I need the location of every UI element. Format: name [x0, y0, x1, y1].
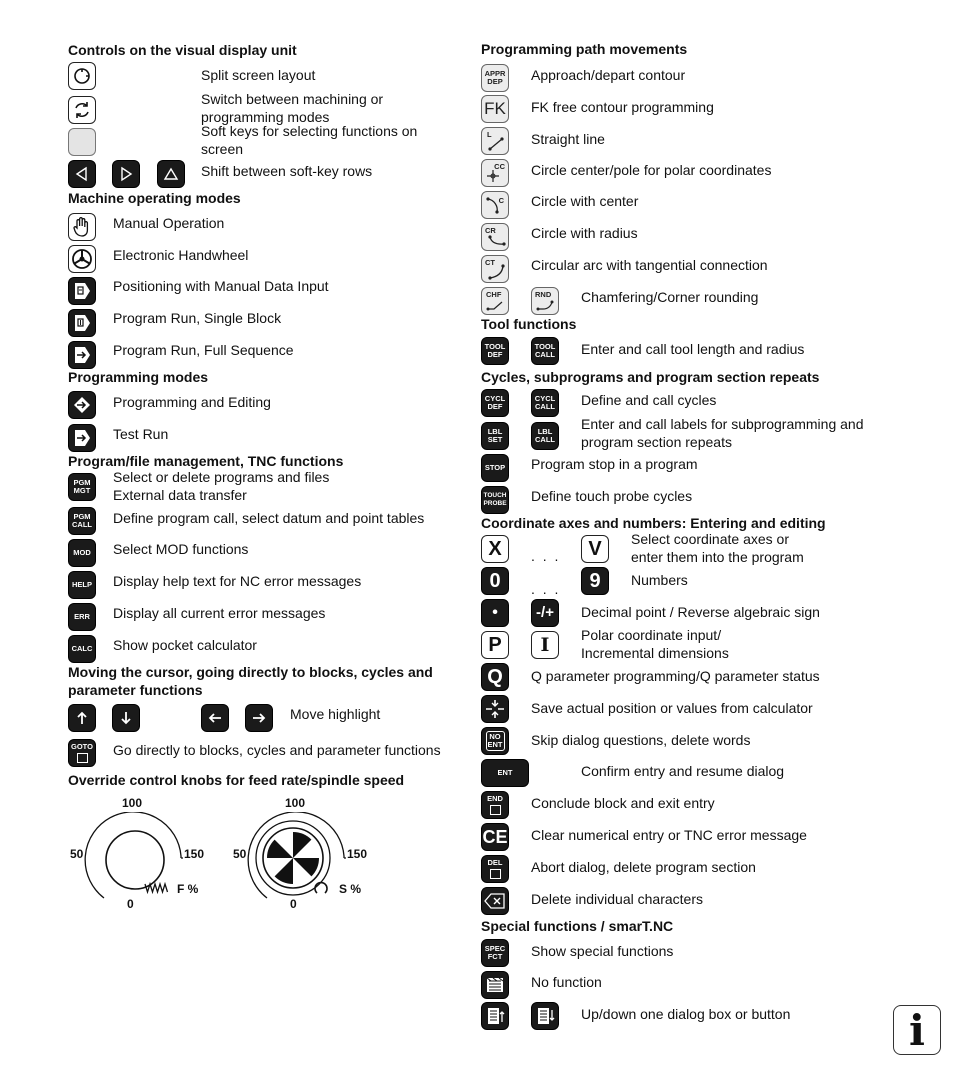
ct-label: Circular arc with tangential connection [531, 257, 768, 273]
line-key[interactable] [481, 127, 509, 155]
end-key-label: END [487, 794, 503, 803]
no-function-key[interactable] [481, 971, 509, 999]
ce-key[interactable]: CE [481, 823, 509, 851]
test-run-key[interactable] [68, 424, 96, 452]
switch-mode-icon [72, 100, 92, 120]
ct-key[interactable] [481, 255, 509, 283]
softkey-row-right-key[interactable] [112, 160, 140, 188]
line-icon [488, 137, 504, 151]
feed-dial-left: 50 [70, 847, 84, 861]
heading-cycles: Cycles, subprograms and program section repeats [481, 369, 820, 385]
lbl-call-key[interactable]: LBL CALL [531, 422, 559, 450]
del-key-label: DEL [487, 858, 503, 867]
programming-editing-label: Programming and Editing [113, 394, 271, 410]
calc-key[interactable]: CALC [68, 635, 96, 663]
del-label: Abort dialog, delete program section [531, 859, 756, 875]
spindle-dial-right: 150 [347, 847, 368, 861]
end-label: Conclude block and exit entry [531, 795, 715, 811]
programming-editing-icon [72, 395, 92, 415]
manual-operation-label: Manual Operation [113, 215, 225, 231]
decimal-point-key[interactable]: • [481, 599, 509, 627]
softkey-row-up-key[interactable] [157, 160, 185, 188]
chf-key[interactable] [481, 287, 509, 315]
dialog-down-icon [535, 1006, 555, 1026]
feed-knob[interactable] [106, 831, 164, 889]
single-block-icon [72, 313, 92, 333]
full-sequence-icon [72, 345, 92, 365]
heading-programming-modes: Programming modes [68, 369, 209, 385]
test-run-label: Test Run [113, 426, 169, 442]
lbl-set-key[interactable]: LBL SET [481, 422, 509, 450]
q-parameter-label: Q parameter programming/Q parameter status [531, 668, 820, 684]
spindle-rotation-icon [313, 880, 329, 896]
spindle-dial-top: 100 [285, 796, 306, 810]
no-ent-key[interactable] [481, 727, 509, 755]
manual-operation-key[interactable] [68, 213, 96, 241]
cr-label: Circle with radius [531, 225, 638, 241]
spindle-dial-label: S % [339, 882, 362, 896]
single-block-label: Program Run, Single Block [113, 310, 282, 326]
dialog-down-key[interactable] [531, 1002, 559, 1030]
tool-def-key[interactable]: TOOL DEF [481, 337, 509, 365]
rounding-icon [536, 299, 556, 312]
q-parameter-key[interactable]: Q [481, 663, 509, 691]
del-key[interactable] [481, 855, 509, 883]
goto-key-label: GOTO [71, 742, 93, 751]
appr-dep-label: Approach/depart contour [531, 67, 686, 83]
decimal-sign-label: Decimal point / Reverse algebraic sign [581, 604, 820, 620]
cc-key-label: CC [494, 162, 505, 171]
no-ent-label: Skip dialog questions, delete words [531, 732, 751, 748]
chf-key-label: CHF [486, 290, 502, 299]
line-label: Straight line [531, 131, 605, 147]
radius-arc-icon [488, 235, 506, 247]
split-screen-icon [72, 66, 92, 86]
help-key[interactable]: HELP [68, 571, 96, 599]
no-ent-key-label: NO ENT [487, 732, 503, 749]
cr-key[interactable] [481, 223, 509, 251]
softkey-row-label: Shift between soft-key rows [201, 163, 373, 179]
pgm-mgt-label: Select or delete programs and files External data transfer [113, 469, 330, 503]
tool-call-key[interactable]: TOOL CALL [531, 337, 559, 365]
arrow-up-key[interactable] [68, 704, 96, 732]
full-sequence-key[interactable] [68, 341, 96, 369]
heading-tool-functions: Tool functions [481, 316, 577, 332]
digit-0-key[interactable]: 0 [481, 567, 509, 595]
tool-label: Enter and call tool length and radius [581, 341, 805, 357]
arrow-down-key[interactable] [112, 704, 140, 732]
arrow-down-icon [119, 710, 133, 726]
feed-dial-top: 100 [122, 796, 143, 810]
switch-mode-label: Switch between machining or programming modes [201, 91, 384, 125]
square-icon [490, 805, 501, 815]
axes-ellipsis: . . . [531, 548, 561, 564]
mdi-icon [72, 281, 92, 301]
err-key[interactable]: ERR [68, 603, 96, 631]
cc-key[interactable] [481, 159, 509, 187]
help-label: Display help text for NC error messages [113, 573, 362, 589]
capture-position-icon [485, 699, 505, 719]
pgm-call-key[interactable]: PGM CALL [68, 507, 96, 535]
heading-override: Override control knobs for feed rate/spindle speed [68, 772, 405, 788]
touch-probe-key[interactable]: TOUCH PROBE [481, 486, 509, 514]
arrow-left-icon [207, 711, 223, 725]
softkey-row-left-key[interactable] [68, 160, 96, 188]
actual-position-key[interactable] [481, 695, 509, 723]
polar-incremental-label: Polar coordinate input/ Incremental dimensions [581, 627, 729, 661]
heading-path-movements: Programming path movements [481, 41, 688, 57]
triangle-left-icon [74, 166, 90, 182]
incremental-key[interactable]: I [531, 631, 559, 659]
square-icon [490, 869, 501, 879]
labels-label: Enter and call labels for subprogramming and program section repeats [581, 416, 864, 450]
no-function-label: No function [531, 974, 602, 990]
ent-label: Confirm entry and resume dialog [581, 763, 785, 779]
actual-position-label: Save actual position or values from calculator [531, 700, 813, 716]
chf-rnd-label: Chamfering/Corner rounding [581, 289, 759, 305]
soft-key[interactable] [68, 128, 96, 156]
rnd-key-label: RND [535, 290, 552, 299]
axes-label: Select coordinate axes or enter them into the program [631, 531, 804, 565]
split-screen-label: Split screen layout [201, 67, 316, 83]
triangle-up-icon [163, 166, 179, 182]
spec-fct-label: Show special functions [531, 943, 674, 959]
spindle-dial-bottom: 0 [290, 897, 297, 911]
feed-dial-label: F % [177, 882, 199, 896]
circle-center-key[interactable] [481, 191, 509, 219]
digits-ellipsis: . . . [531, 581, 561, 597]
split-screen-key[interactable] [68, 62, 96, 90]
circle-center-key-label: C [498, 196, 504, 205]
dialog-up-icon [485, 1006, 505, 1026]
heading-coordinate: Coordinate axes and numbers: Entering and editing [481, 515, 826, 531]
mdi-key[interactable] [68, 277, 96, 305]
soft-key-label: Soft keys for selecting functions on screen [201, 123, 418, 157]
full-sequence-label: Program Run, Full Sequence [113, 342, 294, 358]
stop-key[interactable]: STOP [481, 454, 509, 482]
calc-label: Show pocket calculator [113, 637, 257, 653]
numbers-label: Numbers [631, 572, 688, 588]
mdi-label: Positioning with Manual Data Input [113, 278, 329, 294]
x-axis-key[interactable]: X [481, 535, 509, 563]
single-block-key[interactable] [68, 309, 96, 337]
switch-mode-key[interactable] [68, 96, 96, 124]
cycl-def-key[interactable]: CYCL DEF [481, 389, 509, 417]
test-run-icon [72, 428, 92, 448]
line-key-label: L [487, 130, 492, 139]
mod-label: Select MOD functions [113, 541, 249, 557]
err-label: Display all current error messages [113, 605, 326, 621]
backspace-icon [484, 893, 506, 909]
backspace-key[interactable] [481, 887, 509, 915]
programming-editing-key[interactable] [68, 391, 96, 419]
circle-center-label: Circle with center [531, 193, 639, 209]
arrow-right-icon [251, 711, 267, 725]
mod-key[interactable]: MOD [68, 539, 96, 567]
pgm-call-label: Define program call, select datum and point tables [113, 510, 425, 526]
info-icon: i [893, 1005, 941, 1055]
spindle-dial-left: 50 [233, 847, 247, 861]
handwheel-label: Electronic Handwheel [113, 247, 249, 263]
triangle-right-icon [118, 166, 134, 182]
handwheel-key[interactable] [68, 245, 96, 273]
appr-dep-key[interactable]: APPR DEP [481, 64, 509, 92]
cycles-label: Define and call cycles [581, 392, 717, 408]
end-key[interactable] [481, 791, 509, 819]
fk-key[interactable]: FK [481, 95, 509, 123]
feed-dial-right: 150 [184, 847, 205, 861]
ct-key-label: CT [485, 258, 495, 267]
cr-key-label: CR [485, 226, 496, 235]
dialog-up-key[interactable] [481, 1002, 509, 1030]
goto-key[interactable] [68, 739, 96, 767]
arrow-right-key[interactable] [245, 704, 273, 732]
dialog-updown-label: Up/down one dialog box or button [581, 1006, 791, 1022]
ce-label: Clear numerical entry or TNC error message [531, 827, 807, 843]
polar-key[interactable]: P [481, 631, 509, 659]
heading-cursor: Moving the cursor, going directly to blocks, cycles and parameter functions [68, 664, 433, 698]
v-axis-key[interactable]: V [581, 535, 609, 563]
goto-label: Go directly to blocks, cycles and parameter functions [113, 742, 441, 758]
pgm-mgt-key[interactable]: PGM MGT [68, 473, 96, 501]
move-highlight-label: Move highlight [290, 706, 381, 722]
heading-file-management: Program/file management, TNC functions [68, 453, 344, 469]
hand-icon [72, 216, 92, 238]
stop-label: Program stop in a program [531, 456, 698, 472]
heading-visual-display: Controls on the visual display unit [68, 42, 297, 58]
ent-key[interactable]: ENT [481, 759, 529, 787]
chamfer-icon [486, 299, 506, 312]
heading-special-functions: Special functions / smarT.NC [481, 918, 674, 934]
feed-zigzag-icon [144, 882, 174, 894]
arrow-left-key[interactable] [201, 704, 229, 732]
heading-machine-modes: Machine operating modes [68, 190, 241, 206]
cc-label: Circle center/pole for polar coordinates [531, 162, 772, 178]
spec-fct-key[interactable]: SPEC FCT [481, 939, 509, 967]
touch-probe-label: Define touch probe cycles [531, 488, 693, 504]
square-icon [77, 753, 88, 763]
arrow-up-icon [75, 710, 89, 726]
cycl-call-key[interactable]: CYCL CALL [531, 389, 559, 417]
handwheel-icon [71, 248, 93, 270]
clapper-icon [485, 976, 505, 994]
feed-dial-bottom: 0 [127, 897, 134, 911]
rnd-key[interactable] [531, 287, 559, 315]
digit-9-key[interactable]: 9 [581, 567, 609, 595]
crosshair-icon [486, 169, 500, 183]
tangent-arc-icon [488, 264, 506, 280]
fk-label: FK free contour programming [531, 99, 714, 115]
sign-key[interactable]: -/+ [531, 599, 559, 627]
backspace-label: Delete individual characters [531, 891, 703, 907]
